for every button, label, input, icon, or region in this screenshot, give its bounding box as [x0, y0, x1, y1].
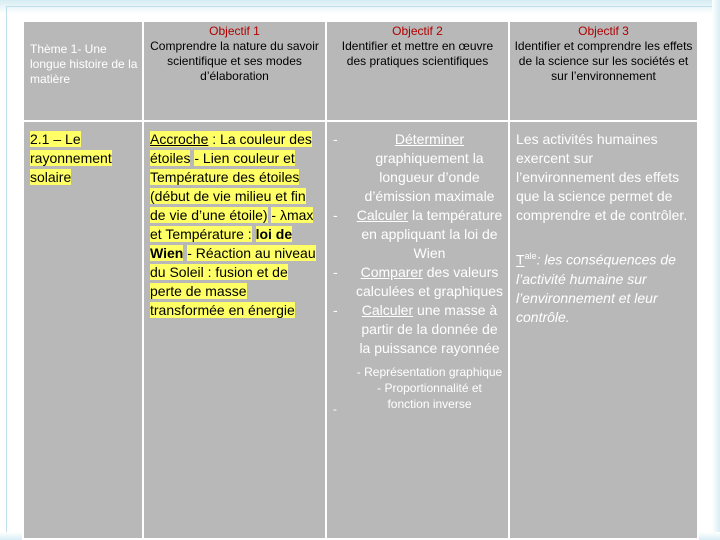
objectif-2-desc: Identifier et mettre en œuvre des pratiques scientifiques [341, 39, 494, 68]
objectif-1-content [143, 121, 326, 539]
accroche-text: : La couleur des étoiles [150, 131, 312, 166]
program-table [22, 20, 699, 540]
objectif-1-desc: Comprendre la nature du savoir scientifique et ses modes d’élaboration [150, 39, 319, 83]
objectif-1-title: Objectif 1 [209, 24, 260, 38]
skill-verb: Calculer [361, 302, 414, 318]
objectif-3-desc: Identifier et comprendre les effets de la science sur les sociétés et sur l’environnement [514, 39, 693, 83]
fusion-line: - Réaction au niveau du Soleil : fusion et de perte de masse transformée en énergie [150, 245, 316, 318]
skills-list [331, 130, 504, 358]
lambda-max-line: - λmax et Température : [150, 207, 314, 242]
skill-text: des valeurs calculées et graphiques [355, 264, 504, 299]
skill-text: la température en appliquant la loi de Wien [361, 207, 503, 261]
objectif-2-title: Objectif 2 [392, 24, 443, 38]
skill-verb: Déterminer [394, 131, 465, 147]
skill-item: - Comparer des valeurs calculées et graphiques [333, 264, 504, 299]
skill-item: - Déterminer graphiquement la longueur d’onde d’émission maximale [333, 131, 495, 204]
skill-text: graphiquement la longueur d’onde d’émission maximale [364, 150, 495, 204]
slide-right-border [712, 0, 720, 540]
header-row [23, 21, 698, 121]
math-skill-graph: - Représentation graphique [356, 365, 503, 379]
skill-verb: Calculer [356, 207, 409, 223]
terminale-note: $T^{ale}$: les conséquences de l’activité humaine sur l’environnement et leur contrôle. [516, 251, 676, 325]
accroche-label: Accroche [150, 131, 209, 147]
skill-verb: Comparer [360, 264, 423, 280]
objectif-1-header [143, 21, 326, 121]
skill-item: - Calculer la température en appliquant la loi de Wien [333, 207, 503, 261]
objectif-2-header [326, 21, 509, 121]
content-row [23, 121, 698, 539]
skill-item: - Calculer une masse à partir de la donnée de la puissance rayonnée [333, 302, 500, 356]
objectif-3-content [509, 121, 698, 539]
color-temperature-line: - Lien couleur et Température des étoiles (début de vie milieu et fin de vie d’une étoile) [150, 150, 306, 223]
math-skill-proportion: - Proportionnalité et fonction inverse [377, 381, 482, 411]
wien-law: loi de Wien [150, 226, 293, 261]
theme-title: Thème 1- Une longue histoire de la matière [30, 42, 138, 86]
obj3-text: Les activités humaines exercent sur l’environnement des effets que la science permet de comprendre et de contrôler. [516, 131, 688, 223]
chapter-cell [23, 121, 143, 539]
skill-text: une masse à partir de la donnée de la puissance rayonnée [359, 302, 500, 356]
theme-header-cell [23, 21, 143, 121]
objectif-3-header [509, 21, 698, 121]
objectif-2-content [326, 121, 509, 539]
chapter-title: 2.1 – Le rayonnement solaire [30, 131, 112, 185]
math-skills: - - Représentation graphique - Proportionnalité et fonction inverse [333, 365, 503, 416]
objectif-3-title: Objectif 3 [578, 24, 629, 38]
